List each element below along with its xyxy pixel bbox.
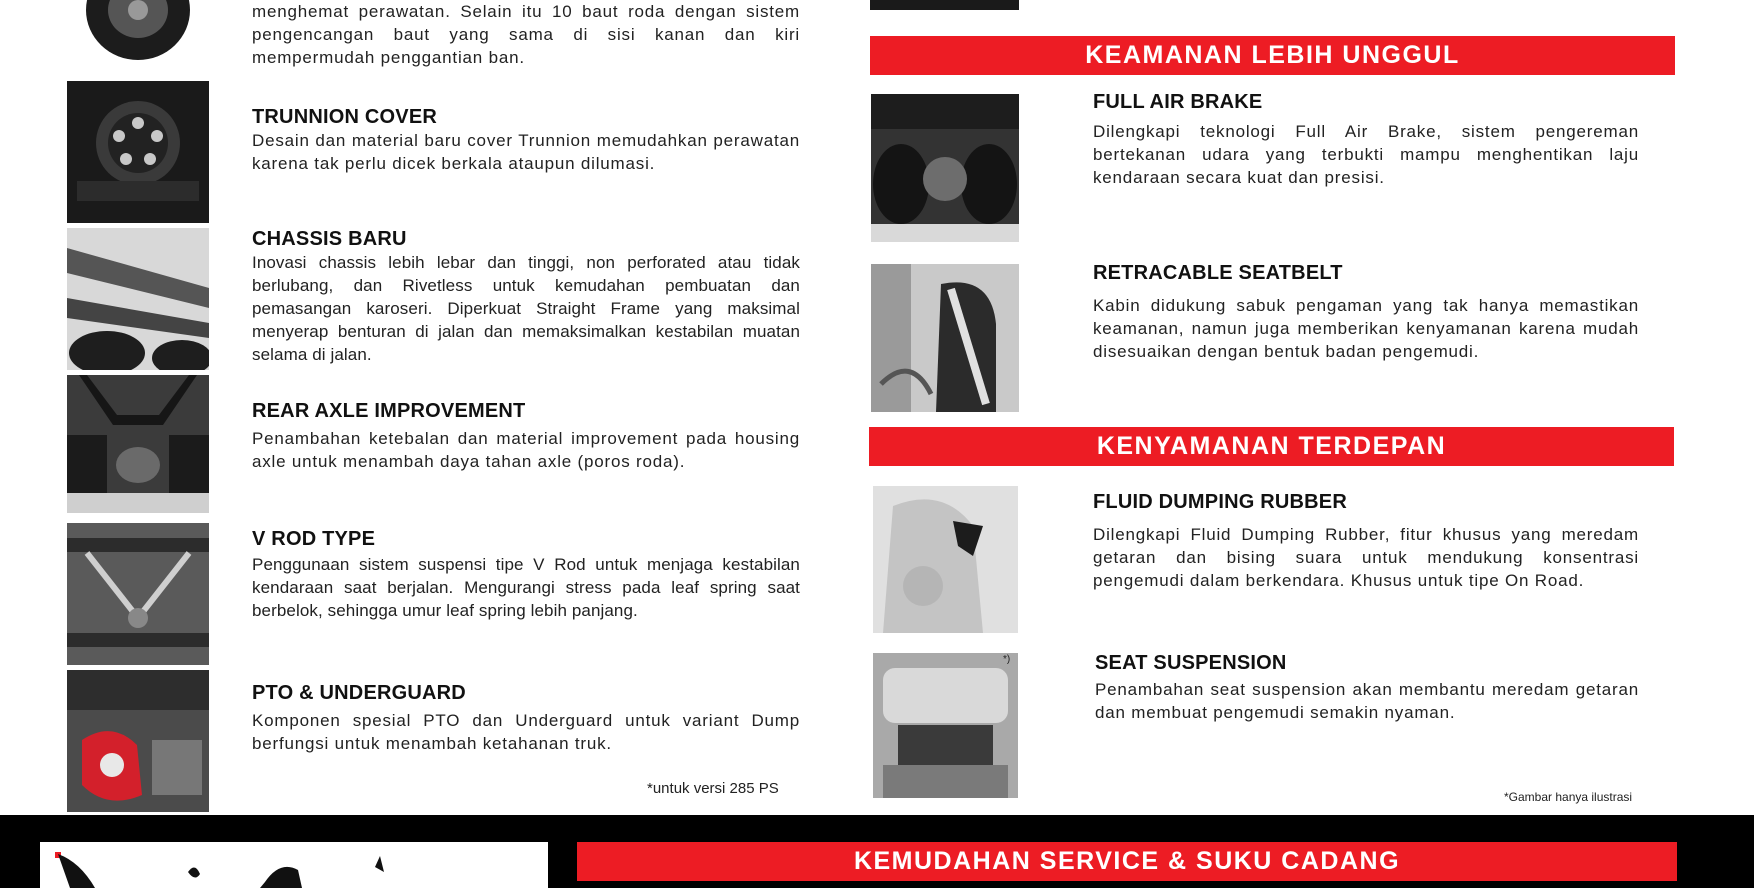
safety-banner: KEAMANAN LEBIH UNGGUL (870, 36, 1675, 75)
illustration-footnote: *Gambar hanya ilustrasi (1504, 790, 1633, 804)
chassis-title: CHASSIS BARU (252, 228, 407, 250)
wheel-description: menghemat perawatan. Selain itu 10 baut roda dengan sistem pengencangan baut yang sama di sisi kanan dan kiri mempermudah penggantian ban. (252, 2, 800, 67)
fluid-dumping-rubber-description: Dilengkapi Fluid Dumping Rubber, fitur khusus yang meredam getaran dan bising suara untuk mendukung konsentrasi pengemudi dalam berkendara. Khusus untuk tipe On Road. (1093, 525, 1639, 590)
seat-suspension-marker: *) (1003, 654, 1011, 665)
pto-underguard-description: Komponen spesial PTO dan Underguard untuk variant Dump berfungsi untuk menambah ketahanan truk. (252, 711, 800, 753)
seat-suspension-description: Penambahan seat suspension akan membantu meredam getaran dan membuat pengemudi semakin nyaman. (1095, 680, 1639, 722)
fluid-dumping-rubber-photo (873, 486, 1018, 633)
top-right-photo-edge (870, 0, 1019, 10)
comfort-banner: KENYAMANAN TERDEPAN (869, 427, 1674, 466)
v-rod-photo (67, 523, 209, 665)
chassis-photo (67, 228, 209, 370)
seatbelt-description: Kabin didukung sabuk pengaman yang tak hanya memastikan keamanan, namun juga memberikan kenyamanan karena mudah disesuaikan dengan bentuk badan pengemudi. (1093, 296, 1639, 361)
fluid-dumping-rubber-title: FLUID DUMPING RUBBER (1093, 491, 1347, 513)
trunnion-cover-description: Desain dan material baru cover Trunnion memudahkan perawatan karena tak perlu dicek berkala ataupun dilumasi. (252, 131, 800, 173)
seat-suspension-photo (873, 653, 1018, 798)
full-air-brake-description: Dilengkapi teknologi Full Air Brake, sistem pengereman bertekanan udara yang terbukti mampu menghentikan laju kendaraan secara kuat dan presisi. (1093, 122, 1639, 187)
rear-axle-photo (67, 375, 209, 513)
seat-suspension-title: SEAT SUSPENSION (1095, 652, 1287, 674)
service-banner: KEMUDAHAN SERVICE & SUKU CADANG (577, 842, 1677, 881)
trunnion-cover-photo (67, 81, 209, 223)
chassis-description: Inovasi chassis lebih lebar dan tinggi, non perforated atau tidak berlubang, dan Rivetless untuk kemudahan pembuatan dan pemasangan karoseri. Diperkuat Straight Frame yang maksimal menyerap benturan di jalan dan memaksimalkan kestabilan muatan selama di jalan. (252, 253, 800, 364)
pto-underguard-title: PTO & UNDERGUARD (252, 682, 466, 704)
pto-underguard-photo (67, 670, 209, 812)
seatbelt-title: RETRACABLE SEATBELT (1093, 262, 1343, 284)
full-air-brake-photo (871, 94, 1019, 242)
wheel-photo (67, 0, 209, 60)
v-rod-title: V ROD TYPE (252, 528, 376, 550)
seatbelt-photo (871, 264, 1019, 412)
rear-axle-description: Penambahan ketebalan dan material improvement pada housing axle untuk menambah daya tahan axle (poros roda). (252, 429, 800, 471)
service-map (40, 842, 548, 888)
v-rod-description: Penggunaan sistem suspensi tipe V Rod untuk menjaga kestabilan kendaraan saat berjalan. Mengurangi stress pada leaf spring saat berbelok, sehingga umur leaf spring lebih panjang. (252, 555, 800, 620)
version-footnote: *untuk versi 285 PS (647, 780, 779, 797)
trunnion-cover-title: TRUNNION COVER (252, 106, 438, 128)
rear-axle-title: REAR AXLE IMPROVEMENT (252, 400, 526, 422)
full-air-brake-title: FULL AIR BRAKE (1093, 91, 1263, 113)
